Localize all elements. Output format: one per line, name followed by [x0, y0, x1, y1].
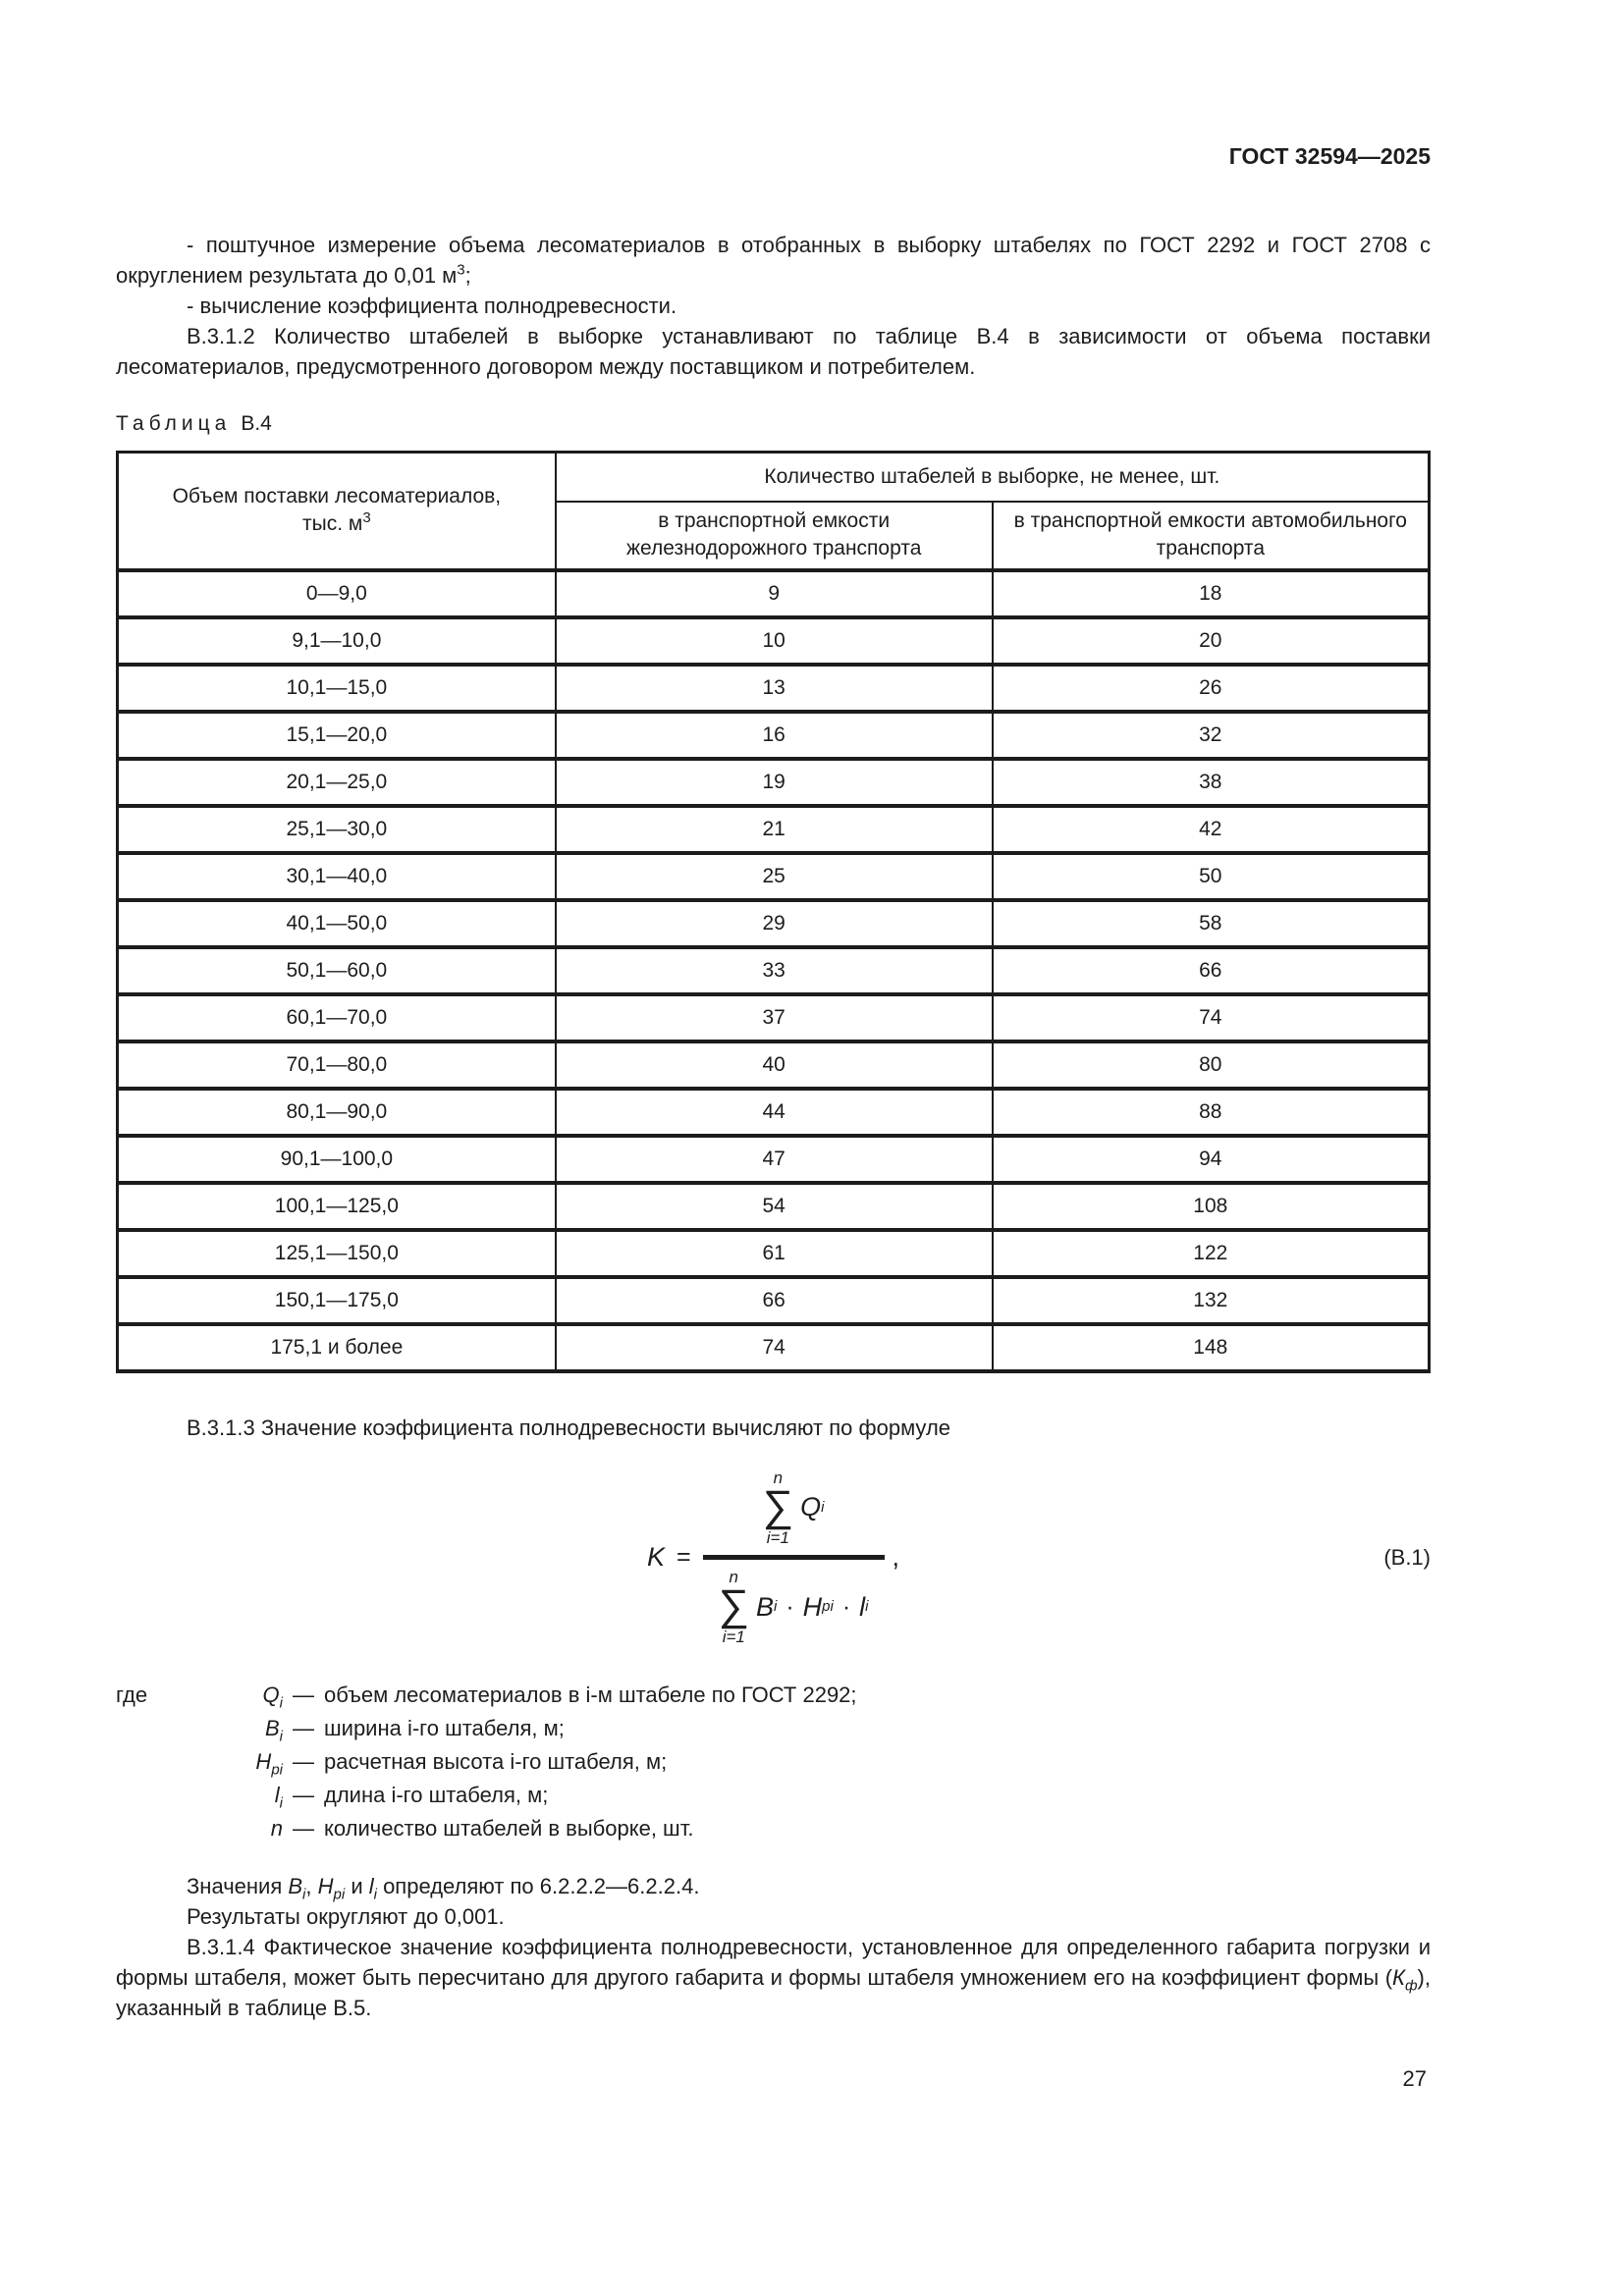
formula-number-label: (В.1)	[1383, 1544, 1431, 1570]
rail-count-cell: 29	[556, 900, 993, 947]
table-row	[118, 1183, 1430, 1230]
auto-count-cell: 18	[993, 570, 1430, 617]
table-row	[118, 1230, 1430, 1277]
definition-term	[167, 1812, 283, 1845]
formula-denominator: n ∑ i=1 B i · H рi · l i	[718, 1568, 869, 1647]
volume-range-cell: 150,1—175,0	[118, 1277, 556, 1324]
formula-expression	[647, 1469, 899, 1646]
table-caption-number: В.4	[241, 412, 272, 435]
definition-description: расчетная высота i-го штабеля, м;	[324, 1748, 668, 1774]
values-text-4: определяют по 6.2.2.2—6.2.2.4.	[376, 1873, 700, 1898]
table-caption	[116, 411, 1431, 437]
definition-lead: где	[116, 1682, 148, 1707]
rail-count-cell: 21	[556, 806, 993, 853]
formula	[116, 1465, 1431, 1651]
table-row	[118, 947, 1430, 994]
volume-range-cell: 50,1—60,0	[118, 947, 556, 994]
volume-range-cell: 15,1—20,0	[118, 712, 556, 759]
definition-description: ширина i-го штабеля, м;	[324, 1715, 565, 1740]
standard-code-header: ГОСТ 32594—2025	[1228, 143, 1431, 169]
volume-header-line2	[129, 510, 545, 538]
bullet1-tail: ;	[464, 263, 471, 288]
table-row	[118, 853, 1430, 900]
rail-count-cell: 10	[556, 617, 993, 665]
volume-range-cell: 9,1—10,0	[118, 617, 556, 665]
bullet-item-measure	[116, 230, 1431, 291]
sum-lower-limit: i=1	[722, 1628, 745, 1647]
rail-count-cell: 16	[556, 712, 993, 759]
count-span-header: Количество штабелей в выборке, не менее, шт.	[556, 453, 1430, 502]
table-row	[118, 1089, 1430, 1136]
volume-range-cell: 10,1—15,0	[118, 665, 556, 712]
variable-k-shape-sub: ф	[1405, 1976, 1418, 1994]
rail-count-cell: 74	[556, 1324, 993, 1371]
variable-h: H	[802, 1591, 823, 1622]
page-number: 27	[1402, 2066, 1427, 2091]
auto-count-cell: 88	[993, 1089, 1430, 1136]
auto-count-cell: 122	[993, 1230, 1430, 1277]
sum-upper-limit: n	[773, 1468, 784, 1487]
auto-count-cell: 80	[993, 1041, 1430, 1089]
volume-range-cell: 40,1—50,0	[118, 900, 556, 947]
definition-term	[167, 1712, 283, 1745]
rail-column-header: в транспортной емкости железнодорожного транспорта	[556, 502, 993, 570]
auto-count-cell: 148	[993, 1324, 1430, 1371]
table-row	[118, 806, 1430, 853]
definition-variable-sub: i	[279, 1693, 283, 1711]
header-row-1	[118, 453, 1430, 502]
volume-range-cell: 0—9,0	[118, 570, 556, 617]
definition-variable: l	[274, 1782, 280, 1807]
volume-range-cell: 175,1 и более	[118, 1324, 556, 1371]
table-caption-word: Таблица	[116, 412, 232, 435]
volume-range-cell: 20,1—25,0	[118, 759, 556, 806]
variable-l: l	[859, 1591, 866, 1622]
formula-numerator: n ∑ i=1 Q i	[762, 1468, 825, 1547]
paragraph-values-reference	[116, 1871, 1431, 1901]
auto-count-cell: 42	[993, 806, 1430, 853]
table-row	[118, 665, 1430, 712]
definition-description: длина i-го штабеля, м;	[324, 1782, 549, 1807]
volume-range-cell: 60,1—70,0	[118, 994, 556, 1041]
formula-k-symbol: K	[646, 1542, 665, 1572]
variable-h: H	[317, 1873, 334, 1898]
sigma-icon: ∑	[718, 1581, 749, 1629]
b314-text-1: В.3.1.4 Фактическое значение коэффициента полнодревесности, установленное для определенного габарита погрузки и формы штабеля, может быть пересчитано для другого габарита и формы штабеля умножением его на коэффициент формы (	[116, 1934, 1431, 1990]
variable-l-sub: i	[373, 1885, 377, 1902]
sum-upper-limit: n	[729, 1568, 739, 1586]
auto-count-cell: 50	[993, 853, 1430, 900]
auto-count-cell: 38	[993, 759, 1430, 806]
variable-k-shape: К	[1392, 1964, 1405, 1990]
definition-term	[167, 1679, 283, 1712]
rail-count-cell: 66	[556, 1277, 993, 1324]
volume-header-sup: 3	[362, 509, 371, 527]
cubic-meter-sup: 3	[457, 261, 465, 279]
table-row	[118, 994, 1430, 1041]
auto-count-cell: 94	[993, 1136, 1430, 1183]
auto-column-header: в транспортной емкости автомобильного транспорта	[993, 502, 1430, 570]
variable-b: B	[755, 1591, 774, 1622]
rail-count-cell: 37	[556, 994, 993, 1041]
volume-header-line1: Объем поставки лесоматериалов,	[172, 485, 502, 508]
variable-b: B	[288, 1873, 303, 1898]
sum-operator	[763, 1469, 793, 1546]
variable-q: Q	[800, 1492, 822, 1522]
definition-dash: —	[293, 1782, 314, 1807]
definition-variable: H	[255, 1748, 272, 1774]
definition-row	[116, 1679, 1431, 1712]
auto-count-cell: 66	[993, 947, 1430, 994]
table-row	[118, 900, 1430, 947]
formula-equals-sign: =	[676, 1543, 691, 1571]
table-row	[118, 1041, 1430, 1089]
definition-term	[167, 1745, 283, 1779]
definition-variable-sub: рi	[271, 1760, 283, 1778]
values-text-2: ,	[305, 1873, 318, 1898]
definition-dash: —	[293, 1715, 314, 1740]
volume-range-cell: 100,1—125,0	[118, 1183, 556, 1230]
definition-variable-sub: i	[279, 1727, 283, 1744]
volume-range-cell: 80,1—90,0	[118, 1089, 556, 1136]
variable-b-sub: i	[302, 1885, 306, 1902]
bullet1-text: - поштучное измерение объема лесоматериалов в отобранных в выборку штабелях по ГОСТ 2292 и ГОСТ 2708 с округлением результата до 0,01 м	[116, 233, 1431, 288]
variable-l: l	[368, 1873, 374, 1898]
table-row	[118, 759, 1430, 806]
definition-dash: —	[293, 1815, 314, 1841]
volume-header-unit: тыс. м	[302, 512, 363, 536]
definition-variable: n	[270, 1815, 283, 1841]
formula-comma: ,	[892, 1542, 900, 1572]
sampling-table-head	[118, 453, 1430, 570]
volume-column-header	[118, 453, 556, 570]
auto-count-cell: 132	[993, 1277, 1430, 1324]
definition-variable: Q	[262, 1682, 280, 1707]
auto-count-cell: 108	[993, 1183, 1430, 1230]
auto-count-cell: 32	[993, 712, 1430, 759]
definition-row	[116, 1712, 1431, 1745]
auto-count-cell: 58	[993, 900, 1430, 947]
rail-count-cell: 44	[556, 1089, 993, 1136]
table-row	[118, 712, 1430, 759]
definition-row	[116, 1779, 1431, 1812]
formula-fraction	[703, 1469, 885, 1646]
table-row	[118, 617, 1430, 665]
paragraph-b312: В.3.1.2 Количество штабелей в выборке устанавливают по таблице В.4 в зависимости от объема поставки лесоматериалов, предусмотренного договором между поставщиком и потребителем.	[116, 324, 1431, 379]
definition-row	[116, 1745, 1431, 1779]
definition-dash: —	[293, 1748, 314, 1774]
paragraph-b313: В.3.1.3 Значение коэффициента полнодревесности вычисляют по формуле	[187, 1415, 951, 1440]
rail-count-cell: 54	[556, 1183, 993, 1230]
table-row	[118, 1136, 1430, 1183]
multiplication-dot: ·	[785, 1592, 794, 1621]
volume-range-cell: 25,1—30,0	[118, 806, 556, 853]
auto-count-cell: 26	[993, 665, 1430, 712]
sigma-icon: ∑	[762, 1481, 794, 1530]
table-row	[118, 1324, 1430, 1371]
bullet-item-coefficient: - вычисление коэффициента полнодревесности.	[187, 294, 677, 318]
sum-lower-limit: i=1	[766, 1528, 789, 1547]
sampling-table	[116, 451, 1431, 1373]
values-text-1: Значения	[187, 1873, 289, 1898]
sum-operator	[719, 1569, 749, 1645]
definition-description: объем лесоматериалов в i-м штабеле по ГОСТ 2292;	[324, 1682, 857, 1707]
rail-count-cell: 13	[556, 665, 993, 712]
volume-range-cell: 30,1—40,0	[118, 853, 556, 900]
definition-row	[116, 1812, 1431, 1845]
definition-term	[167, 1779, 283, 1812]
auto-count-cell: 74	[993, 994, 1430, 1041]
rail-count-cell: 40	[556, 1041, 993, 1089]
rail-count-cell: 19	[556, 759, 993, 806]
rail-count-cell: 47	[556, 1136, 993, 1183]
table-row	[118, 1277, 1430, 1324]
table-row	[118, 570, 1430, 617]
volume-range-cell: 90,1—100,0	[118, 1136, 556, 1183]
definition-variable: B	[264, 1715, 280, 1740]
paragraph-b314	[116, 1932, 1431, 2023]
variable-h-sub: рi	[333, 1885, 346, 1902]
definition-dash: —	[293, 1682, 314, 1707]
volume-range-cell: 70,1—80,0	[118, 1041, 556, 1089]
definition-description: количество штабелей в выборке, шт.	[324, 1815, 694, 1841]
rail-count-cell: 9	[556, 570, 993, 617]
rail-count-cell: 33	[556, 947, 993, 994]
rail-count-cell: 25	[556, 853, 993, 900]
intro-section	[116, 230, 1431, 382]
values-text-3: и	[345, 1873, 369, 1898]
volume-range-cell: 125,1—150,0	[118, 1230, 556, 1277]
auto-count-cell: 20	[993, 617, 1430, 665]
multiplication-dot: ·	[841, 1592, 851, 1621]
definitions-list	[116, 1679, 1431, 1845]
definition-variable-sub: i	[279, 1793, 283, 1811]
paragraph-rounding: Результаты округляют до 0,001.	[187, 1903, 505, 1929]
table-body	[118, 570, 1430, 1371]
b314-text-2: ), указанный в таблице В.5.	[116, 1964, 1431, 2020]
rail-count-cell: 61	[556, 1230, 993, 1277]
closing-section	[116, 1871, 1431, 2023]
